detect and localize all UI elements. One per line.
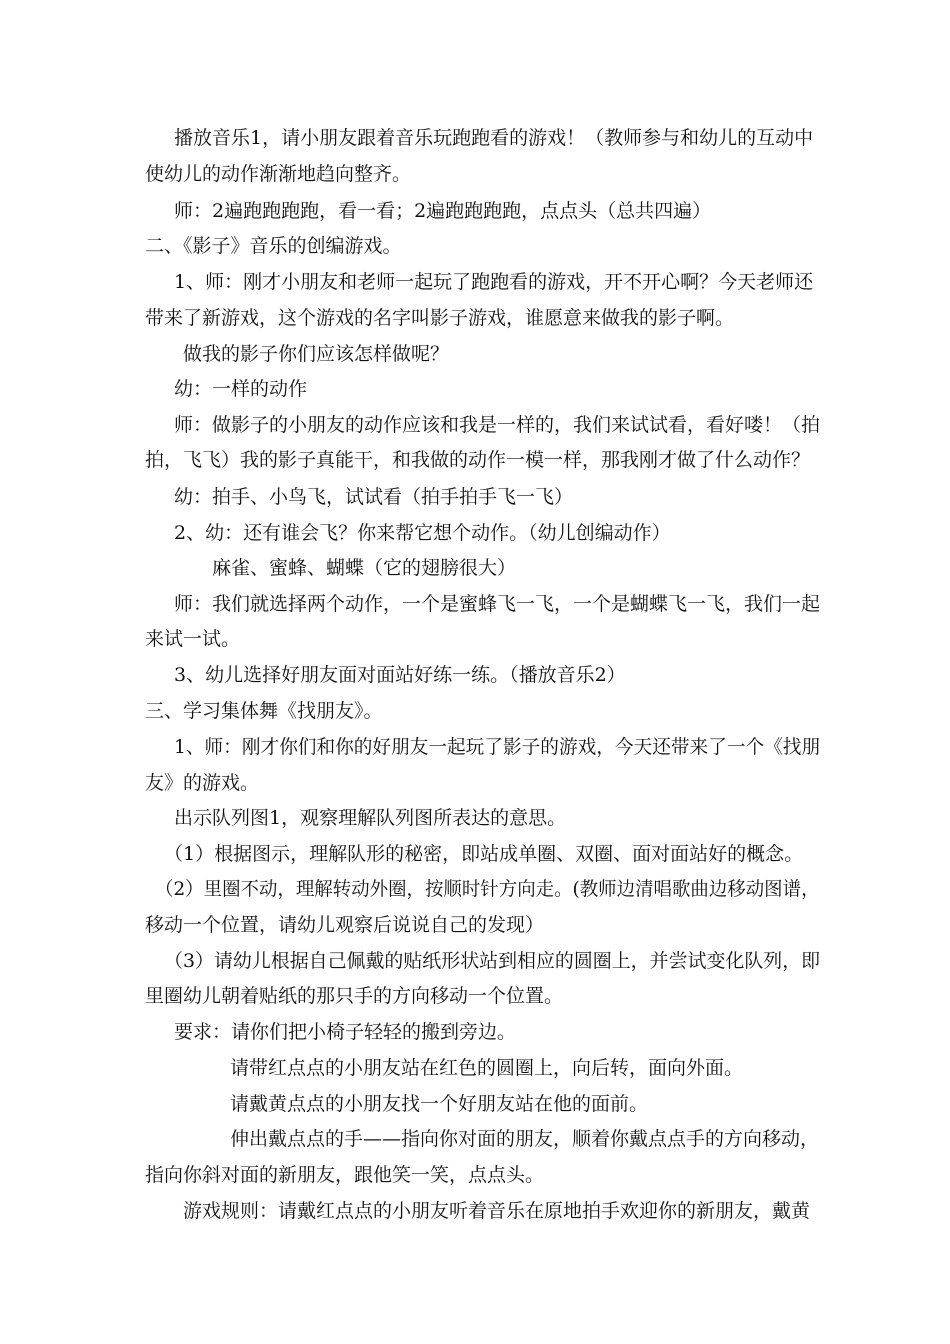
text-line: 伸出戴点点的手——指向你对面的朋友，顺着你戴点点手的方向移动， <box>230 1128 820 1150</box>
section-heading: 三、学习集体舞《找朋友》。 <box>145 700 383 722</box>
text-line: 幼：一样的动作 <box>174 378 308 400</box>
text-line: 带来了新游戏，这个游戏的名字叫影子游戏，谁愿意来做我的影子啊。 <box>145 307 735 329</box>
text-line: 幼：拍手、小鸟飞，试试看（拍手拍手飞一飞） <box>174 486 574 508</box>
text-line: 游戏规则：请戴红点点的小朋友听着音乐在原地拍手欢迎你的新朋友，戴黄 <box>183 1200 811 1222</box>
text-line: 请戴黄点点的小朋友找一个好朋友站在他的面前。 <box>230 1093 649 1115</box>
text-line: 出示队列图1，观察理解队列图所表达的意思。 <box>174 807 567 829</box>
text-line: 麻雀、蜜蜂、蝴蝶（它的翅膀很大） <box>212 557 517 579</box>
text-line: 3、幼儿选择好朋友面对面站好练一练。（播放音乐2） <box>174 664 626 686</box>
text-line: （1）根据图示，理解队形的秘密，即站成单圈、双圈、面对面站好的概念。 <box>164 843 804 865</box>
text-line: 师：我们就选择两个动作，一个是蜜蜂飞一飞，一个是蝴蝶飞一飞，我们一起 <box>174 593 821 615</box>
text-line: 使幼儿的动作渐渐地趋向整齐。 <box>145 163 412 185</box>
text-line: 要求：请你们把小椅子轻轻的搬到旁边。 <box>174 1021 517 1043</box>
text-line: 请带红点点的小朋友站在红色的圆圈上，向后转，面向外面。 <box>230 1057 744 1079</box>
text-line: 播放音乐1，请小朋友跟着音乐玩跑跑看的游戏！（教师参与和幼儿的互动中 <box>174 127 814 149</box>
text-line: （2）里圈不动，理解转动外圈，按顺时针方向走。(教师边清唱歌曲边移动图谱， <box>155 878 820 900</box>
text-line: 做我的影子你们应该怎样做呢？ <box>183 343 450 365</box>
text-line: 拍，飞飞）我的影子真能干，和我做的动作一模一样，那我刚才做了什么动作？ <box>145 449 811 471</box>
text-line: 1、师：刚才你们和你的好朋友一起玩了影子的游戏，今天还带来了一个《找朋 <box>174 736 821 758</box>
text-line: 师：2遍跑跑跑跑，看一看；2遍跑跑跑跑，点点头（总共四遍） <box>174 200 712 222</box>
text-line: 指向你斜对面的新朋友，跟他笑一笑，点点头。 <box>145 1164 545 1186</box>
text-line: 师：做影子的小朋友的动作应该和我是一样的，我们来试试看，看好喽！（拍 <box>174 414 821 436</box>
text-line: （3）请幼儿根据自己佩戴的贴纸形状站到相应的圆圈上，并尝试变化队列，即 <box>164 950 821 972</box>
text-line: 友》的游戏。 <box>145 772 260 794</box>
section-heading: 二、《影子》音乐的创编游戏。 <box>145 235 402 257</box>
text-line: 里圈幼儿朝着贴纸的那只手的方向移动一个位置。 <box>145 985 564 1007</box>
text-line: 2、幼：还有谁会飞？你来帮它想个动作。（幼儿创编动作） <box>174 522 671 544</box>
text-line: 移动一个位置，请幼儿观察后说说自己的发现） <box>145 914 545 936</box>
text-line: 来试一试。 <box>145 628 241 650</box>
text-line: 1、师：刚才小朋友和老师一起玩了跑跑看的游戏，开不开心啊？今天老师还 <box>174 271 814 293</box>
